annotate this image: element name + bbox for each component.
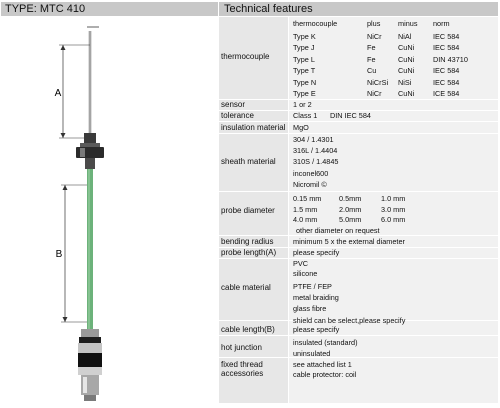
technical-features-header: Technical features xyxy=(219,2,498,16)
sensor-value: 1 or 2 xyxy=(293,100,312,109)
row-divider xyxy=(219,99,498,100)
list-item: glass fibre xyxy=(293,304,327,313)
list-item: 304 / 1.4301 xyxy=(293,135,334,144)
connector-plug-highlight xyxy=(83,377,87,393)
plus-cell: Cu xyxy=(367,66,377,75)
type-cell: Type J xyxy=(293,43,315,52)
row-divider xyxy=(219,357,498,358)
row-divider xyxy=(219,121,498,122)
row-divider xyxy=(219,258,498,259)
list-item: PVC xyxy=(293,259,309,268)
minus-cell: CuNi xyxy=(398,43,415,52)
diameter-cell: 1.5 mm xyxy=(293,205,318,214)
fixed-thread-value: see attached list 1 xyxy=(293,360,352,369)
tolerance-norm: DIN IEC 584 xyxy=(330,111,371,120)
list-item: PTFE / FEP xyxy=(293,282,332,291)
diameter-cell: 0.15 mm xyxy=(293,194,322,203)
sensor-label: sensor xyxy=(221,100,246,109)
minus-cell: CuNi xyxy=(398,89,415,98)
type-cell: Type K xyxy=(293,32,316,41)
type-cell: Type T xyxy=(293,66,316,75)
connector-body xyxy=(78,343,102,353)
dimension-a-arrow-bottom xyxy=(61,133,66,138)
cable xyxy=(87,169,93,331)
connector-band-1 xyxy=(79,337,101,343)
plus-cell: NiCr xyxy=(367,32,382,41)
probe-length-label: probe length(A) xyxy=(221,248,277,257)
minus-cell: NiSi xyxy=(398,78,412,87)
column-header: minus xyxy=(398,19,418,28)
row-divider xyxy=(219,191,498,192)
minus-cell: CuNi xyxy=(398,55,415,64)
probe-diameter-label: probe diameter xyxy=(221,206,275,215)
type-header: TYPE: MTC 410 xyxy=(1,2,218,16)
thermocouple-label: thermocouple xyxy=(221,52,270,61)
plus-cell: Fe xyxy=(367,55,376,64)
column-header: thermocouple xyxy=(293,19,338,28)
probe-length-value: please specify xyxy=(293,248,340,257)
diameter-cell: 2.0mm xyxy=(339,205,362,214)
cable-material-label: cable material xyxy=(221,283,271,292)
list-item: shield can be select,please specify xyxy=(293,316,406,325)
row-divider xyxy=(219,335,498,336)
norm-cell: DIN 43710 xyxy=(433,55,468,64)
bending-radius-value: minimum 5 x the external diameter xyxy=(293,237,405,246)
tolerance-label: tolerance xyxy=(221,111,254,120)
sheath-label: sheath material xyxy=(221,157,276,166)
norm-cell: IEC 584 xyxy=(433,78,460,87)
dimension-b-label: B xyxy=(55,249,63,260)
plus-cell: NiCrSi xyxy=(367,78,389,87)
fitting-collar xyxy=(80,143,100,147)
connector-ring-top xyxy=(81,329,99,337)
list-item: metal braiding xyxy=(293,293,339,302)
hot-junction-option: insulated (standard) xyxy=(293,338,358,347)
tolerance-value: Class 1 xyxy=(293,111,318,120)
diameter-cell: 1.0 mm xyxy=(381,194,406,203)
cable-length-label: cable length(B) xyxy=(221,325,275,334)
column-header: plus xyxy=(367,19,381,28)
list-item: 310S / 1.4845 xyxy=(293,157,339,166)
dimension-a-arrow-top xyxy=(61,45,66,50)
product-drawing xyxy=(1,17,218,403)
row-divider xyxy=(219,235,498,236)
type-cell: Type L xyxy=(293,55,315,64)
dimension-b-arrow-bottom xyxy=(63,317,68,322)
row-divider xyxy=(219,133,498,134)
hot-junction-option: uninsulated xyxy=(293,349,331,358)
fixed-thread-label: fixed thread xyxy=(221,360,263,369)
plus-cell: Fe xyxy=(367,43,376,52)
minus-cell: CuNi xyxy=(398,66,415,75)
cable-length-value: please specify xyxy=(293,325,340,334)
connector-end xyxy=(84,395,96,401)
fitting-neck xyxy=(85,158,95,169)
hex-nut-highlight xyxy=(80,148,85,157)
diameter-note: other diameter on request xyxy=(296,226,380,235)
dimension-b-arrow-top xyxy=(63,185,68,190)
connector-band-2 xyxy=(78,353,102,367)
connector-ring xyxy=(78,367,102,375)
list-item: Nicromil © xyxy=(293,180,327,189)
norm-cell: IEC 584 xyxy=(433,43,460,52)
list-item: 316L / 1.4404 xyxy=(293,146,338,155)
hot-junction-label: hot junction xyxy=(221,343,262,352)
minus-cell: NiAl xyxy=(398,32,412,41)
diameter-cell: 5.0mm xyxy=(339,215,362,224)
plus-cell: NiCr xyxy=(367,89,382,98)
norm-cell: IEC 584 xyxy=(433,32,460,41)
fitting-top xyxy=(84,133,96,143)
bending-radius-label: bending radius xyxy=(221,237,274,246)
thermocouple-drawing-svg xyxy=(1,17,218,403)
dimension-a-label: A xyxy=(54,88,62,99)
diameter-cell: 4.0 mm xyxy=(293,215,318,224)
list-item: silicone xyxy=(293,269,318,278)
accessories-value: cable protector: coil xyxy=(293,370,357,379)
norm-cell: ICE 584 xyxy=(433,89,460,98)
type-cell: Type E xyxy=(293,89,316,98)
insulation-value: MgO xyxy=(293,123,309,132)
accessories-label: accessories xyxy=(221,369,264,378)
type-cell: Type N xyxy=(293,78,317,87)
diameter-cell: 3.0 mm xyxy=(381,205,406,214)
norm-cell: IEC 584 xyxy=(433,66,460,75)
column-header: norm xyxy=(433,19,450,28)
list-item: inconel600 xyxy=(293,169,329,178)
diameter-cell: 6.0 mm xyxy=(381,215,406,224)
insulation-label: insulation material xyxy=(221,123,286,132)
diameter-cell: 0.5mm xyxy=(339,194,362,203)
